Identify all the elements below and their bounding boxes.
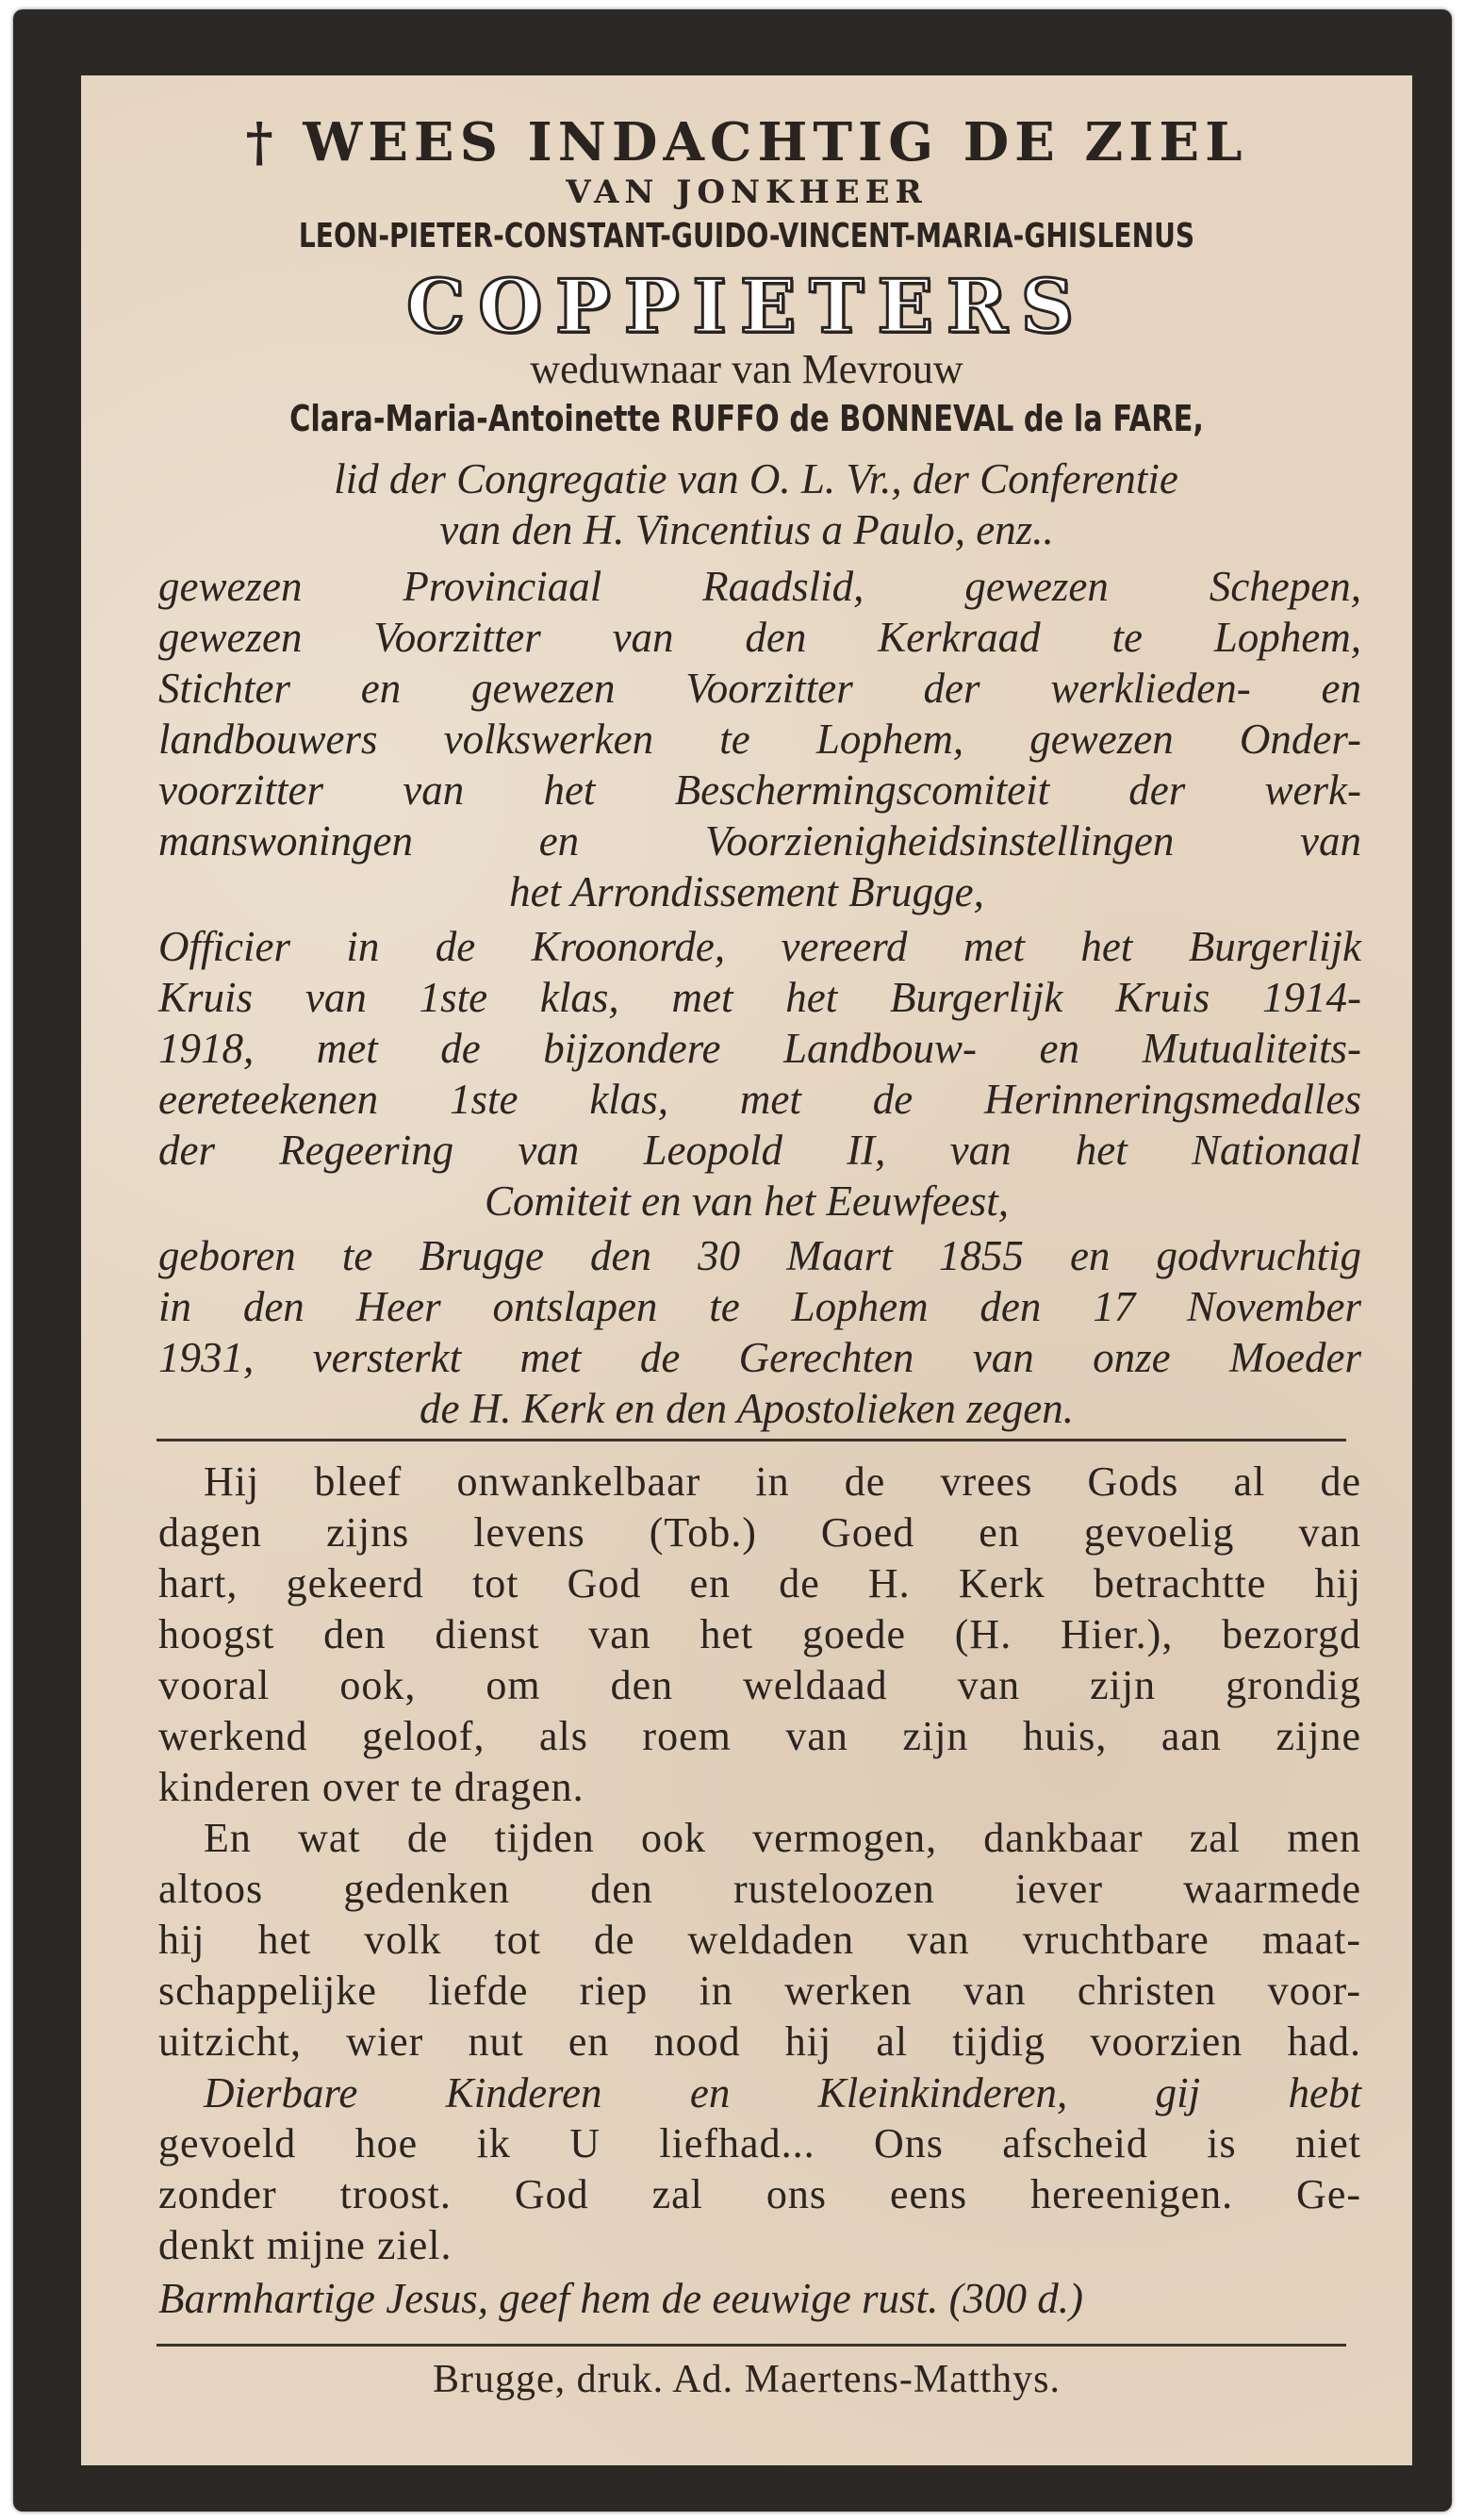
divider-top bbox=[156, 1439, 1346, 1441]
title-line-19: de H. Kerk en den Apostolieken zegen. bbox=[420, 1385, 1074, 1432]
surname: COPPIETERS bbox=[406, 264, 1087, 350]
para1-line-5: vooral ook, om den weldaad van zijn grondig bbox=[158, 1662, 1361, 1708]
title-line-17: in den Heer ontslapen te Lophem den 17 November bbox=[158, 1283, 1361, 1330]
para1-line-7: kinderen over te dragen. bbox=[158, 1764, 584, 1810]
given-names: LEON-PIETER-CONSTANT-GUIDO-VINCENT-MARIA-GHISLENUS bbox=[298, 217, 1195, 255]
title-line-8: manswoningen en Voorzienigheidsinstellingen van bbox=[158, 817, 1361, 865]
card-paper bbox=[81, 75, 1412, 2465]
title-line-10: Officier in de Kroonorde, vereerd met het Burgerlijk bbox=[158, 923, 1361, 970]
title-line-14: der Regeering van Leopold II, van het Nationaal bbox=[158, 1127, 1361, 1174]
title-line-15: Comiteit en van het Eeuwfeest, bbox=[484, 1178, 1010, 1225]
para1-line-4: hoogst den dienst van het goede (H. Hier.), bezorgd bbox=[158, 1611, 1361, 1657]
title-line-6: landbouwers volkswerken te Lophem, gewezen Onder- bbox=[158, 716, 1361, 763]
para2-line-3: hij het volk tot de weldaden van vruchtbare maat- bbox=[158, 1917, 1361, 1963]
printer-imprint: Brugge, druk. Ad. Maertens-Matthys. bbox=[432, 2358, 1062, 2401]
title-line-12: 1918, met de bijzondere Landbouw- en Mutualiteits- bbox=[158, 1025, 1361, 1072]
memorial-card bbox=[13, 9, 1452, 2512]
widower-of: weduwnaar van Mevrouw bbox=[530, 346, 963, 392]
para3-line-2: gevoeld hoe ik U liefhad... Ons afscheid is niet bbox=[158, 2120, 1361, 2166]
para2-line-4: schappelijke liefde riep in werken van christen voor- bbox=[158, 1968, 1361, 2014]
prayer: Barmhartige Jesus, geef hem de eeuwige rust. (300 d.) bbox=[158, 2275, 1084, 2322]
divider-bottom bbox=[156, 2344, 1346, 2347]
title-line-16: geboren te Brugge den 30 Maart 1855 en godvruchtig bbox=[158, 1232, 1361, 1279]
para1-line-1: Hij bleef onwankelbaar in de vrees Gods al de bbox=[204, 1458, 1361, 1505]
header-line-2: VAN JONKHEER bbox=[566, 173, 928, 211]
para2-line-5: uitzicht, wier nut en nood hij al tijdig voorzien had. bbox=[158, 2018, 1361, 2065]
title-line-2: van den H. Vincentius a Paulo, enz.. bbox=[439, 506, 1054, 553]
header-line-1: † WEES INDACHTIG DE ZIEL bbox=[245, 111, 1248, 173]
title-line-9: het Arrondissement Brugge, bbox=[509, 868, 984, 915]
title-line-18: 1931, versterkt met de Gerechten van onze Moeder bbox=[158, 1334, 1361, 1381]
title-line-7: voorzitter van het Beschermingscomiteit der werk- bbox=[158, 766, 1361, 814]
title-line-1: lid der Congregatie van O. L. Vr., der Conferentie bbox=[334, 455, 1178, 502]
title-line-13: eereteekenen 1ste klas, met de Herinneringsmedalles bbox=[158, 1076, 1361, 1123]
para3-line-3: zonder troost. God zal ons eens hereenigen. Ge- bbox=[158, 2171, 1361, 2217]
title-line-3: gewezen Provinciaal Raadslid, gewezen Schepen, bbox=[158, 563, 1361, 610]
para1-line-2: dagen zijns levens (Tob.) Goed en gevoelig van bbox=[158, 1509, 1361, 1556]
para3-line-4: denkt mijne ziel. bbox=[158, 2222, 453, 2268]
para2-line-2: altoos gedenken den rusteloozen iever waarmede bbox=[158, 1866, 1361, 1912]
title-line-4: gewezen Voorzitter van den Kerkraad te Lophem, bbox=[158, 614, 1361, 661]
para1-line-3: hart, gekeerd tot God en de H. Kerk betrachtte hij bbox=[158, 1560, 1361, 1606]
title-line-11: Kruis van 1ste klas, met het Burgerlijk Kruis 1914- bbox=[158, 974, 1361, 1021]
title-line-5: Stichter en gewezen Voorzitter der werklieden- en bbox=[158, 665, 1361, 712]
para1-line-6: werkend geloof, als roem van zijn huis, aan zijne bbox=[158, 1713, 1361, 1759]
para2-line-1: En wat de tijden ook vermogen, dankbaar zal men bbox=[204, 1815, 1361, 1861]
wife-name: Clara-Maria-Antoinette RUFFO de BONNEVAL de la FARE, bbox=[289, 398, 1204, 439]
para3-line-1: Dierbare Kinderen en Kleinkinderen, gij hebt bbox=[204, 2069, 1361, 2116]
